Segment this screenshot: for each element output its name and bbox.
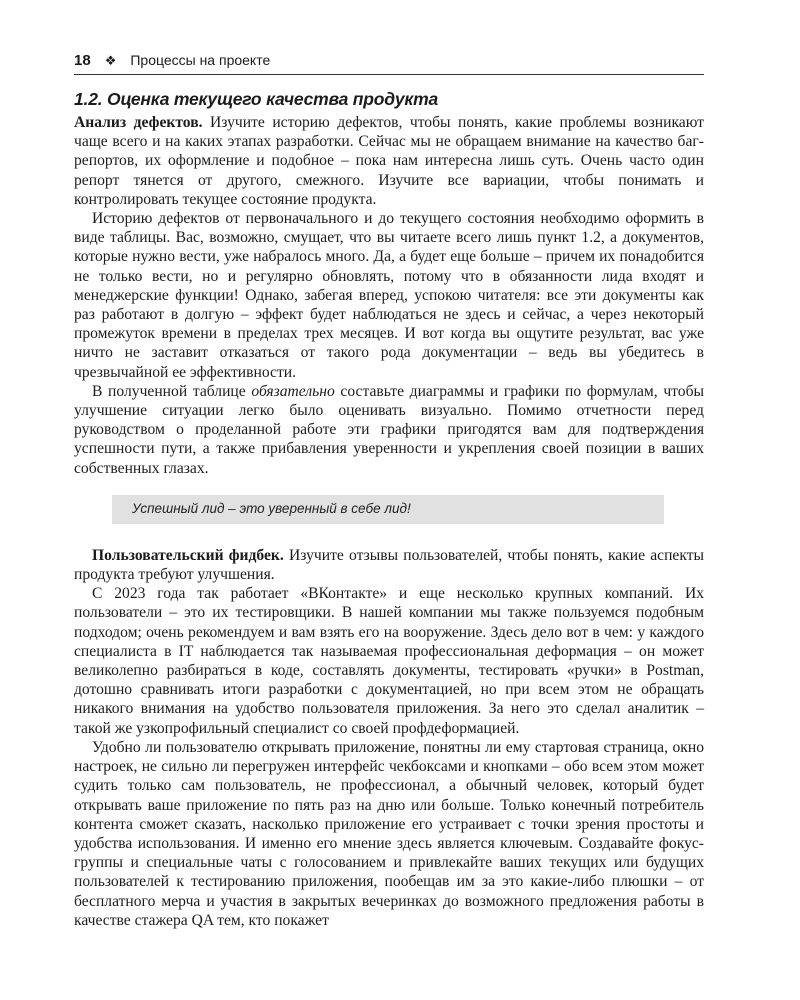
paragraph-charts bbox=[74, 382, 704, 478]
chapter-title: Процессы на проекте bbox=[130, 52, 271, 68]
run-in-heading: Анализ дефектов. bbox=[74, 114, 203, 131]
callout-text: Успешный лид – это уверенный в себе лид! bbox=[132, 500, 411, 516]
paragraph-text: В полученной таблице bbox=[92, 382, 252, 400]
paragraph-usability: Удобно ли пользователю открывать приложение, понятны ли ему стартовая страница, окно настроек, не сильно ли перегружен интерфейс чекбоксами и кнопками – обо всем этом может судить только сам пользователь, не профессионал, а обычный человек, который будет открывать ваше приложение по пять раз на дню или больше. Только конечный потребитель контента сможет сказать, насколько приложение его устраивает с точки зрения простоты и удобства использования. И именно его мнение здесь является ключевым. Создавайте фокус-группы и специальные чаты с голосованием и привлекайте ваших текущих или будущих пользователей к тестированию приложения, пообещав им за это какие-либо плюшки – от бесплатного мерча и участия в закрытых вечеринках до возможного предложения работы в качестве стажера QA тем, кто покажет bbox=[74, 738, 704, 929]
run-in-heading: Пользовательский фидбек. bbox=[92, 546, 284, 564]
book-page bbox=[74, 52, 704, 930]
paragraph-text: составьте диаграммы и графики по формулам, чтобы улучшение ситуации легко было оценивать визуально. Помимо отчетности перед руководством о проделанной работе эти графики пригодятся вам для подтверждения успешности пути, а также прибавления уверенности и укрепления своей позиции в ваших собственных глазах. bbox=[74, 382, 704, 477]
page-number: 18 bbox=[74, 52, 91, 69]
paragraph-text: Изучите историю дефектов, чтобы понять, какие проблемы возникают чаще всего и на каких этапах разработки. Сейчас мы не обращаем внимание на качество баг-репортов, их оформление и подобное – пока нам интересна лишь суть. Очень часто один репорт тянется от другого, смежного. Изучите все вариации, чтобы понимать и контролировать текущее состояние продукта. bbox=[74, 114, 704, 208]
paragraph-user-feedback bbox=[74, 546, 704, 584]
ornament-icon: ❖ bbox=[104, 53, 117, 68]
running-header bbox=[74, 52, 704, 75]
paragraph-text: Изучите отзывы пользователей, чтобы понять, какие аспекты продукта требуют улучшения. bbox=[74, 546, 705, 584]
callout-box bbox=[112, 495, 664, 524]
emphasis-text: обязательно bbox=[251, 382, 335, 400]
paragraph-vkontakte: С 2023 года так работает «ВКонтакте» и еще несколько крупных компаний. Их пользователи – это их тестировщики. В нашей компании мы также пользуемся подобным подходом; очень рекомендуем и вам взять его на вооружение. Здесь дело вот в чем: у каждого специалиста в IT наблюдается так называемая профессиональная деформация – он может великолепно разбираться в коде, составлять документы, тестировать «ручки» в Postman, дотошно сравнивать итоги разработки с документацией, но при всем этом не обращать никакого внимания на удобство пользователя приложения. За него это сделал аналитик – такой же узкопрофильный специалист со своей профдеформацией. bbox=[74, 585, 704, 737]
paragraph-defect-history: Историю дефектов от первоначального и до текущего состояния необходимо оформить в виде таблицы. Вас, возможно, смущает, что вы читаете всего лишь пункт 1.2, а документов, которые нужно вести, уже набралось много. Да, а будет еще больше – причем их понадобится не только вести, но и регулярно обновлять, потому что в обязанности лида входят и менеджерские функции! Однако, забегая вперед, успокою читателя: все эти документы как раз работают в долгую – эффект будет наблюдаться не здесь и сейчас, а через некоторый промежуток времени в пределах трех месяцев. И вот когда вы ощутите результат, вас уже ничто не заставит отказаться от такого рода документации – ведь вы убедитесь в чрезвычайной ее эффективности. bbox=[74, 210, 704, 381]
paragraph-defect-analysis bbox=[74, 113, 704, 209]
section-title: 1.2. Оценка текущего качества продукта bbox=[74, 89, 438, 109]
